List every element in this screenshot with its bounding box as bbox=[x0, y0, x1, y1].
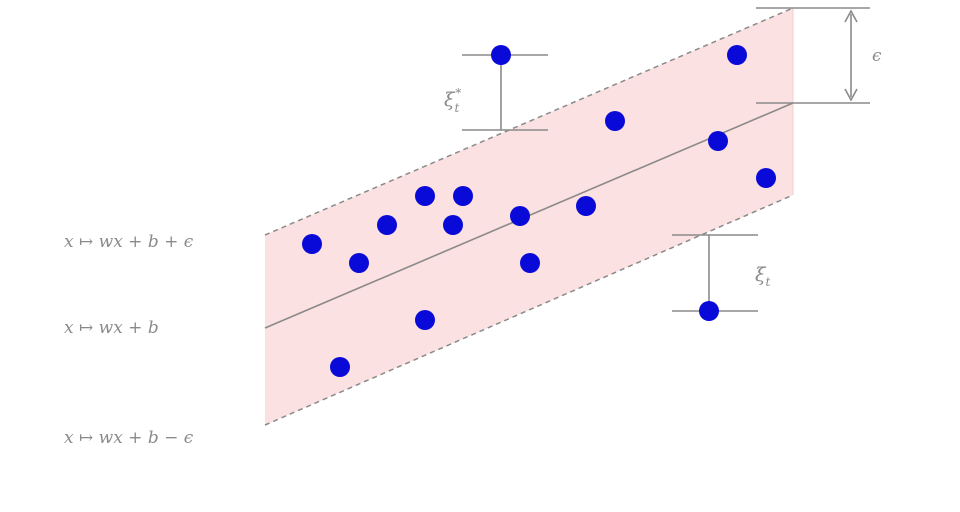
epsilon-label: ϵ bbox=[872, 46, 882, 66]
middle-function-label: x ↦ wx + b bbox=[64, 318, 159, 338]
data-point bbox=[576, 196, 596, 216]
data-point bbox=[520, 253, 540, 273]
data-point bbox=[443, 215, 463, 235]
data-point bbox=[727, 45, 747, 65]
data-point bbox=[330, 357, 350, 377]
data-point bbox=[605, 111, 625, 131]
data-point bbox=[510, 206, 530, 226]
data-point bbox=[415, 186, 435, 206]
xi-label: $\xi_t$ bbox=[755, 264, 771, 289]
data-point bbox=[415, 310, 435, 330]
data-point bbox=[708, 131, 728, 151]
lower-function-label: x ↦ wx + b − ϵ bbox=[64, 428, 194, 448]
xi-star-measure bbox=[462, 55, 548, 130]
data-point bbox=[302, 234, 322, 254]
data-point bbox=[453, 186, 473, 206]
xi-star-label: $\xi_t*$ bbox=[444, 86, 462, 115]
data-point bbox=[491, 45, 511, 65]
data-point bbox=[699, 301, 719, 321]
upper-function-label: x ↦ wx + b + ϵ bbox=[64, 232, 194, 252]
data-point bbox=[349, 253, 369, 273]
data-point bbox=[756, 168, 776, 188]
data-point bbox=[377, 215, 397, 235]
xi-measure bbox=[672, 235, 758, 311]
